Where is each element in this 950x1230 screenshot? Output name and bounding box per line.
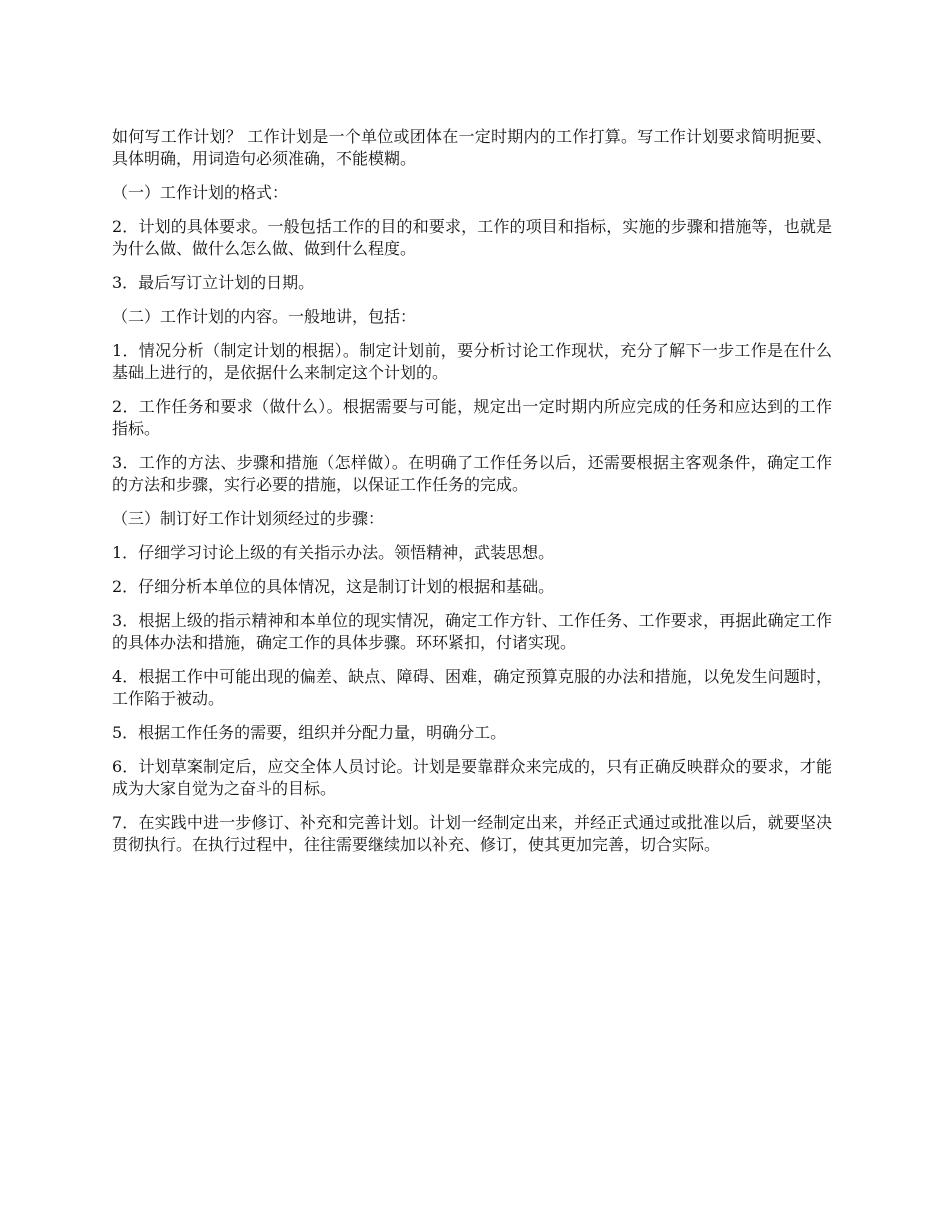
paragraph-content-item-2: 2．工作任务和要求（做什么）。根据需要与可能，规定出一定时期内所应完成的任务和应达到的工作指标。	[112, 397, 832, 438]
paragraph-steps-item-6: 6．计划草案制定后，应交全体人员讨论。计划是要靠群众来完成的，只有正确反映群众的要求，才能成为大家自觉为之奋斗的目标。	[112, 757, 832, 798]
section-heading-content: （二）工作计划的内容。一般地讲，包括：	[112, 307, 417, 326]
document-body	[112, 126, 832, 868]
paragraph-steps-item-5: 5．根据工作任务的需要，组织并分配力量，明确分工。	[112, 723, 507, 742]
paragraph-content-item-1: 1．情况分析（制定计划的根据）。制定计划前，要分析讨论工作现状，充分了解下一步工作是在什么基础上进行的，是依据什么来制定这个计划的。	[112, 341, 832, 382]
paragraph-steps-item-3: 3．根据上级的指示精神和本单位的现实情况，确定工作方针、工作任务、工作要求，再据此确定工作的具体办法和措施，确定工作的具体步骤。环环紧扣，付诸实现。	[112, 611, 832, 652]
paragraph-steps-item-7: 7．在实践中进一步修订、补充和完善计划。计划一经制定出来，并经正式通过或批准以后，就要坚决贯彻执行。在执行过程中，往往需要继续加以补充、修订，使其更加完善，切合实际。	[112, 813, 832, 854]
section-heading-steps: （三）制订好工作计划须经过的步骤：	[112, 509, 385, 528]
intro-paragraph: 如何写工作计划？ 工作计划是一个单位或团体在一定时期内的工作打算。写工作计划要求简明扼要、具体明确，用词造句必须准确，不能模糊。	[112, 127, 832, 168]
paragraph-format-item-3: 3．最后写订立计划的日期。	[112, 273, 315, 292]
paragraph-steps-item-4: 4．根据工作中可能出现的偏差、缺点、障碍、困难，确定预算克服的办法和措施，以免发生问题时，工作陷于被动。	[112, 667, 832, 708]
paragraph-content-item-3: 3．工作的方法、步骤和措施（怎样做）。在明确了工作任务以后，还需要根据主客观条件，确定工作的方法和步骤，实行必要的措施，以保证工作任务的完成。	[112, 453, 832, 494]
paragraph-steps-item-1: 1．仔细学习讨论上级的有关指示办法。领悟精神，武装思想。	[112, 543, 555, 562]
paragraph-format-item-2: 2．计划的具体要求。一般包括工作的目的和要求，工作的项目和指标，实施的步骤和措施等，也就是为什么做、做什么怎么做、做到什么程度。	[112, 217, 832, 258]
paragraph-steps-item-2: 2．仔细分析本单位的具体情况，这是制订计划的根据和基础。	[112, 577, 555, 596]
section-heading-format: （一）工作计划的格式：	[112, 183, 289, 202]
